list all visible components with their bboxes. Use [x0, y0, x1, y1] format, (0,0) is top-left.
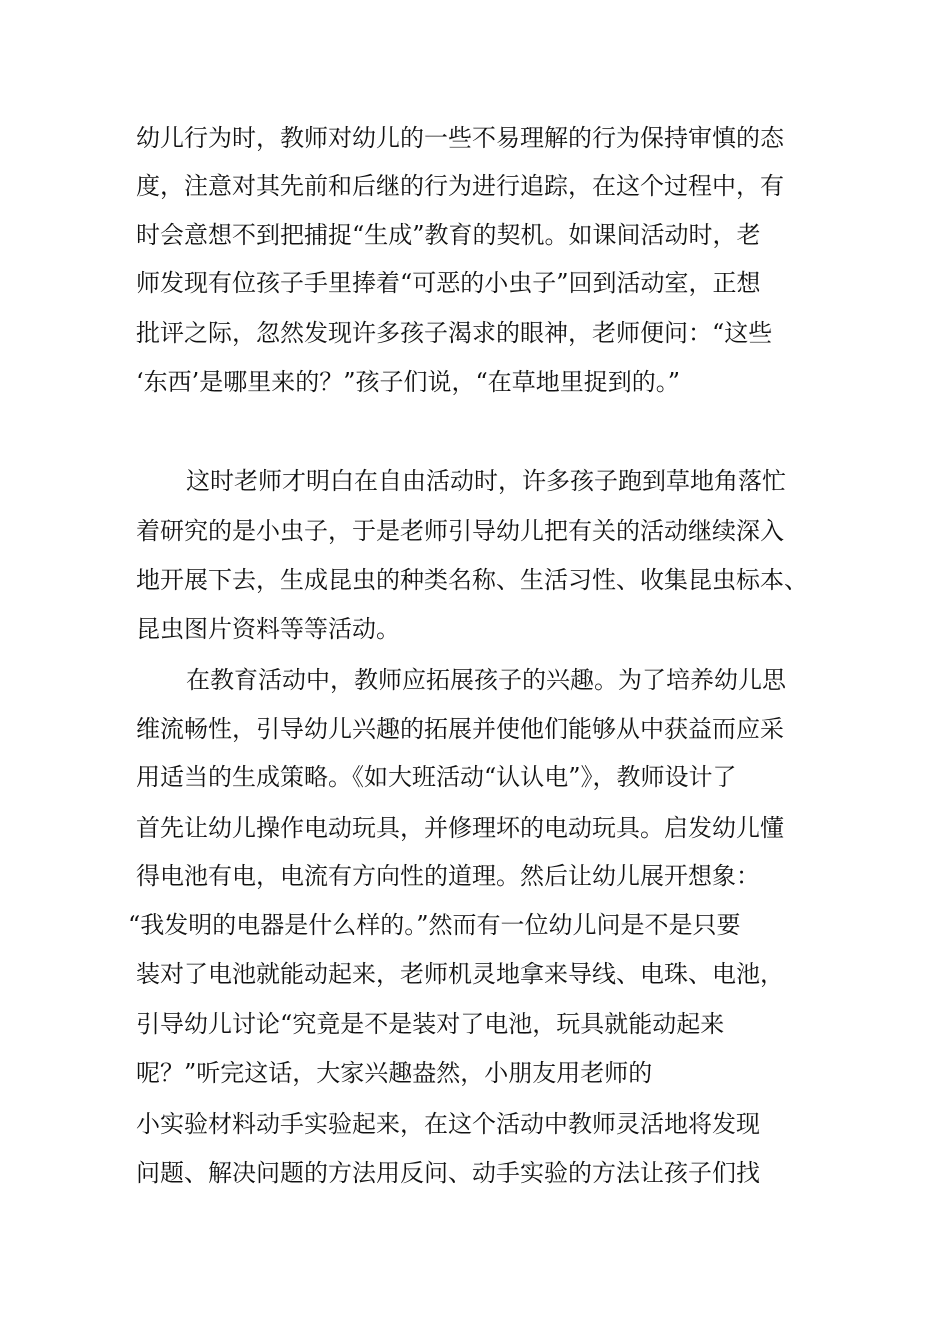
text-line: 得电池有电，电流有方向性的道理。然后让幼儿展开想象： — [136, 862, 760, 890]
text-line: 批评之际，忽然发现许多孩子渴求的眼神，老师便问：“这些 — [136, 319, 773, 347]
text-line: 昆虫图片资料等等活动。 — [136, 615, 400, 643]
text-line: 首先让幼儿操作电动玩具，并修理坏的电动玩具。启发幼儿懂 — [136, 814, 784, 842]
text-line: 装对了电池就能动起来，老师机灵地拿来导线、电珠、电池， — [136, 960, 784, 988]
text-line: 用适当的生成策略。《如大班活动“认认电”》，教师设计了 — [136, 763, 737, 791]
text-line: ‘东西’是哪里来的？”孩子们说，“在草地里捉到的。” — [136, 368, 681, 396]
text-line: 地开展下去，生成昆虫的种类名称、生活习性、收集昆虫标本、 — [136, 566, 808, 594]
text-line: 幼儿行为时，教师对幼儿的一些不易理解的行为保持审慎的态 — [136, 124, 784, 152]
text-line: 时会意想不到把捕捉“生成”教育的契机。如课间活动时，老 — [136, 221, 761, 249]
text-line: “我发明的电器是什么样的。”然而有一位幼儿问是不是只要 — [128, 911, 741, 939]
text-line: 师发现有位孩子手里捧着“可恶的小虫子”回到活动室，正想 — [136, 269, 761, 297]
text-line: 着研究的是小虫子，于是老师引导幼儿把有关的活动继续深入 — [136, 517, 784, 545]
text-line: 小实验材料动手实验起来，在这个活动中教师灵活地将发现 — [136, 1110, 760, 1138]
text-line: 问题、解决问题的方法用反问、动手实验的方法让孩子们找 — [136, 1159, 760, 1187]
text-line: 维流畅性，引导幼儿兴趣的拓展并使他们能够从中获益而应采 — [136, 715, 784, 743]
text-line: 引导幼儿讨论“究竟是不是装对了电池，玩具就能动起来 — [136, 1010, 725, 1038]
paragraph-first-line: 在教育活动中，教师应拓展孩子的兴趣。为了培养幼儿思 — [186, 666, 786, 694]
paragraph-first-line: 这时老师才明白在自由活动时，许多孩子跑到草地角落忙 — [186, 467, 786, 495]
text-line: 呢？”听完这话，大家兴趣盎然，小朋友用老师的 — [136, 1059, 653, 1087]
text-line: 度，注意对其先前和后继的行为进行追踪，在这个过程中，有 — [136, 172, 784, 200]
